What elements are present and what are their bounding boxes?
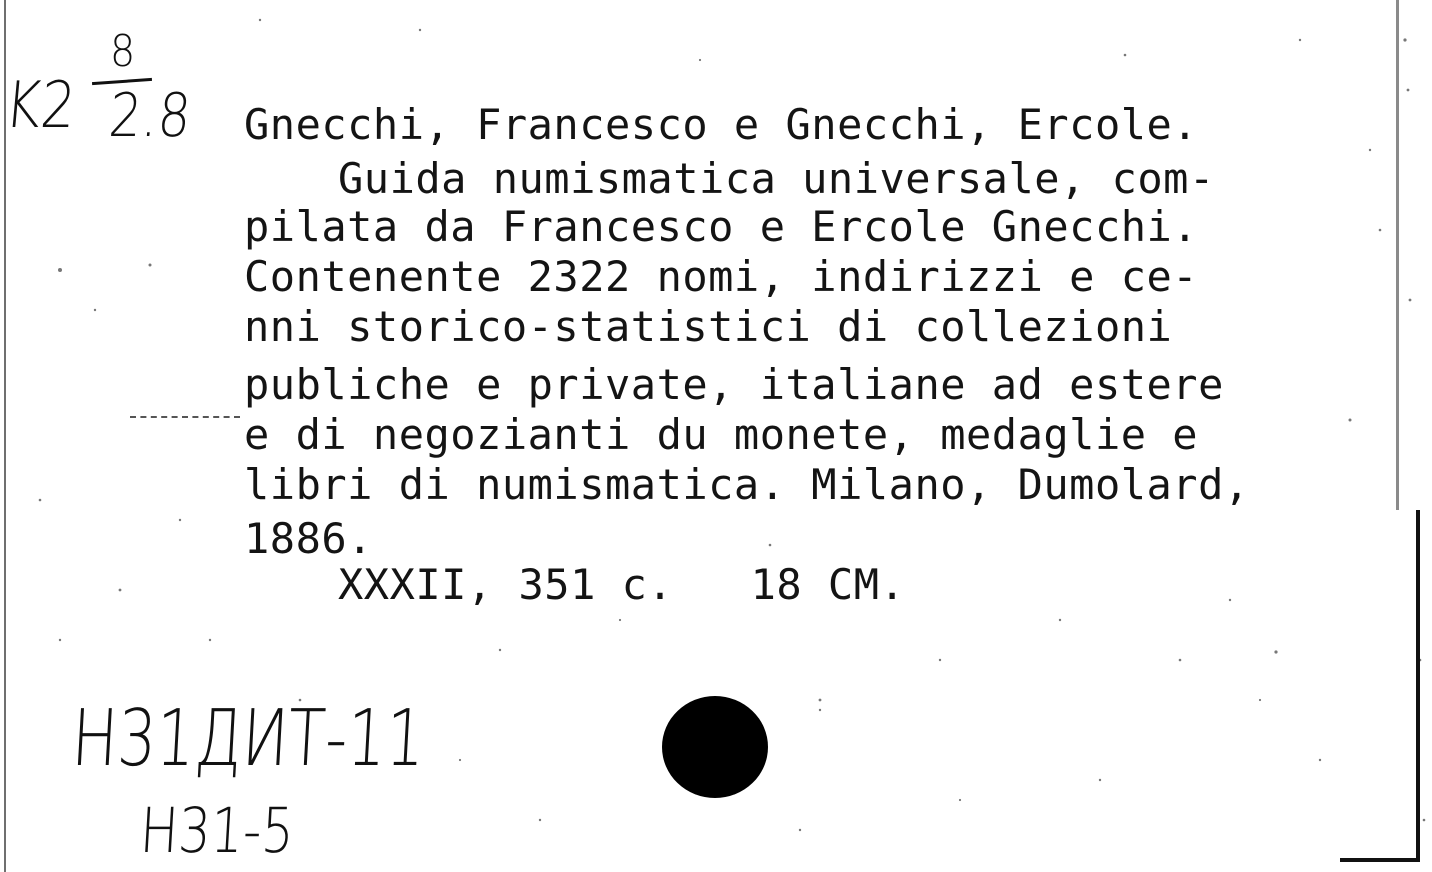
entry-line-imprint: libri di numismatica. Milano, Dumolard, [244, 460, 1250, 509]
entry-line-author: Gnecchi, Francesco e Gnecchi, Ercole. [244, 100, 1199, 149]
entry-line-title-4: nni storico-statistici di collezioni [244, 302, 1173, 351]
handwritten-code-1: Н31ДИТ-11 [69, 694, 428, 784]
entry-line-title-6: e di negozianti du monete, medaglie e [244, 410, 1199, 459]
entry-line-year: 1886. [244, 514, 373, 563]
black-dot [662, 696, 768, 798]
entry-line-title-2: pilata da Francesco e Ercole Gnecchi. [244, 202, 1199, 251]
entry-line-title-5: publiche e private, italiane ad estere [244, 360, 1224, 409]
entry-collation: XXXII, 351 c. 18 CM. [338, 560, 906, 609]
shelf-mark-main: K2 [1, 69, 79, 143]
shelf-mark-numerator: 8 [110, 26, 136, 77]
shelf-mark-denominator: 2.8 [106, 81, 194, 151]
card-bottom-edge [1340, 858, 1420, 862]
shelf-mark [0, 22, 230, 172]
dashed-mark [130, 416, 240, 418]
card-right-edge-upper [1396, 0, 1399, 510]
card-right-edge-lower [1416, 510, 1420, 862]
handwritten-code-2: Н31-5 [138, 794, 296, 867]
entry-line-title-3: Contenente 2322 nomi, indirizzi e ce- [244, 252, 1199, 301]
entry-line-title: Guida numismatica universale, com- [338, 154, 1215, 203]
